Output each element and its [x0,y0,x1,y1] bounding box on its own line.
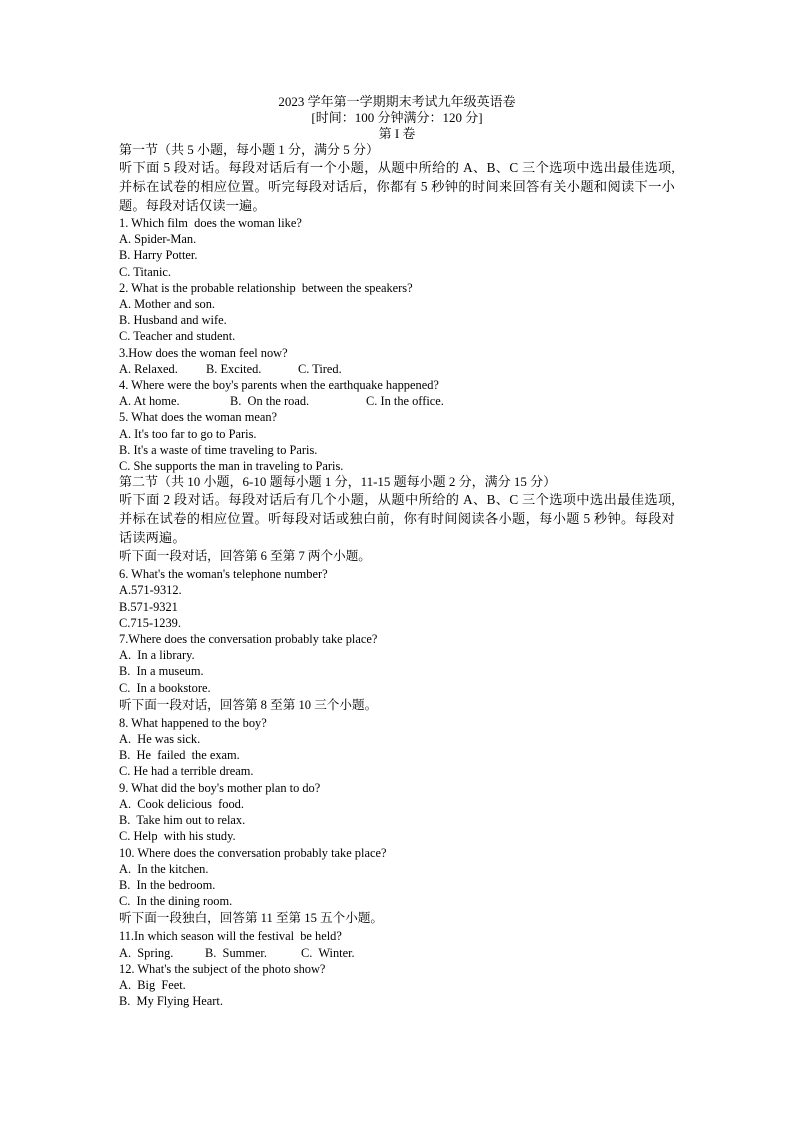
section2-instruction: 听下面 2 段对话。每段对话后有几个小题，从题中所给的 A、B、C 三个选项中选出最佳选项,并标在试卷的相应位置。听每段对话或独白前，你有时间阅读各小题，每小题 5 秒钟。每段对话读两遍。 [119,492,675,546]
option-3c: C. Tired. [298,361,342,376]
option-7c: C. In a bookstore. [119,680,211,695]
option-11a: A. Spring. [119,945,174,960]
option-4b: B. On the road. [230,394,310,409]
option-12b: B. My Flying Heart. [119,994,223,1009]
option-5a: A. It's too far to go to Paris. [119,426,257,441]
option-1c: C. Titanic. [119,264,171,279]
option-8c: C. He had a terrible dream. [119,764,254,779]
question-10: 10. Where does the conversation probably take place? [119,845,387,860]
exam-time-info: [时间：100 分钟满分：120 分] [311,110,483,125]
option-5c: C. She supports the man in traveling to Paris. [119,459,344,474]
question-2: 2. What is the probable relationship between the speakers? [119,280,413,295]
question-12: 12. What's the subject of the photo show? [119,961,326,976]
option-9c: C. Help with his study. [119,829,236,844]
option-6c: C.715-1239. [119,615,181,630]
dialog2-heading: 听下面一段对话，回答第 8 至第 10 三个小题。 [119,697,378,712]
option-11c: C. Winter. [301,945,355,960]
option-8b: B. He failed the exam. [119,748,240,763]
options-4 [119,393,675,409]
option-3a: A. Relaxed. [119,361,178,376]
question-6: 6. What's the woman's telephone number? [119,567,328,582]
question-3: 3.How does the woman feel now? [119,345,288,360]
question-1: 1. Which film does the woman like? [119,216,302,230]
section1-instruction: 听下面 5 段对话。每段对话后有一个小题，从题中所给的 A、B、C 三个选项中选出最佳选项,并标在试卷的相应位置。听完每段对话后，你都有 5 秒钟的时间来回答有关小题和阅读下一小题。每段对话仅读一遍。 [119,160,675,213]
option-7b: B. In a museum. [119,664,204,679]
question-7: 7.Where does the conversation probably take place? [119,632,378,647]
option-9a: A. Cook delicious food. [119,796,244,811]
option-11b: B. Summer. [205,945,267,960]
option-1b: B. Harry Potter. [119,248,198,263]
exam-page [119,94,675,1009]
section2-heading: 第二节（共 10 小题，6-10 题每小题 1 分，11-15 题每小题 2 分，满分 15 分） [119,474,557,490]
option-7a: A. In a library. [119,648,195,663]
question-8: 8. What happened to the boy? [119,715,267,730]
section1-heading: 第一节（共 5 小题，每小题 1 分，满分 5 分） [119,142,380,157]
option-9b: B. Take him out to relax. [119,813,246,828]
option-12a: A. Big Feet. [119,977,186,992]
options-11 [119,945,675,961]
option-1a: A. Spider-Man. [119,232,197,247]
exam-title: 2023 学年第一学期期末考试九年级英语卷 [278,94,516,109]
option-2b: B. Husband and wife. [119,313,227,328]
option-6a: A.571-9312. [119,583,182,598]
option-4a: A. At home. [119,394,180,409]
option-2c: C. Teacher and student. [119,329,236,344]
exam-header [119,94,675,142]
option-3b: B. Excited. [206,361,262,376]
monologue-heading: 听下面一段独白，回答第 11 至第 15 五个小题。 [119,911,384,926]
option-10b: B. In the bedroom. [119,877,216,892]
option-8a: A. He was sick. [119,732,201,747]
question-5: 5. What does the woman mean? [119,410,278,425]
option-10a: A. In the kitchen. [119,861,209,876]
option-4c: C. In the office. [366,394,444,409]
option-6b: B.571-9321 [119,599,178,614]
option-5b: B. It's a waste of time traveling to Paris. [119,442,318,457]
question-11: 11.In which season will the festival be held? [119,929,342,944]
dialog1-heading: 听下面一段对话，回答第 6 至第 7 两个小题。 [119,549,371,564]
options-3 [119,361,675,377]
option-2a: A. Mother and son. [119,297,216,312]
option-10c: C. In the dining room. [119,894,233,909]
question-4: 4. Where were the boy's parents when the earthquake happened? [119,378,439,393]
question-9: 9. What did the boy's mother plan to do? [119,780,321,795]
exam-volume: 第 I 卷 [378,126,416,141]
